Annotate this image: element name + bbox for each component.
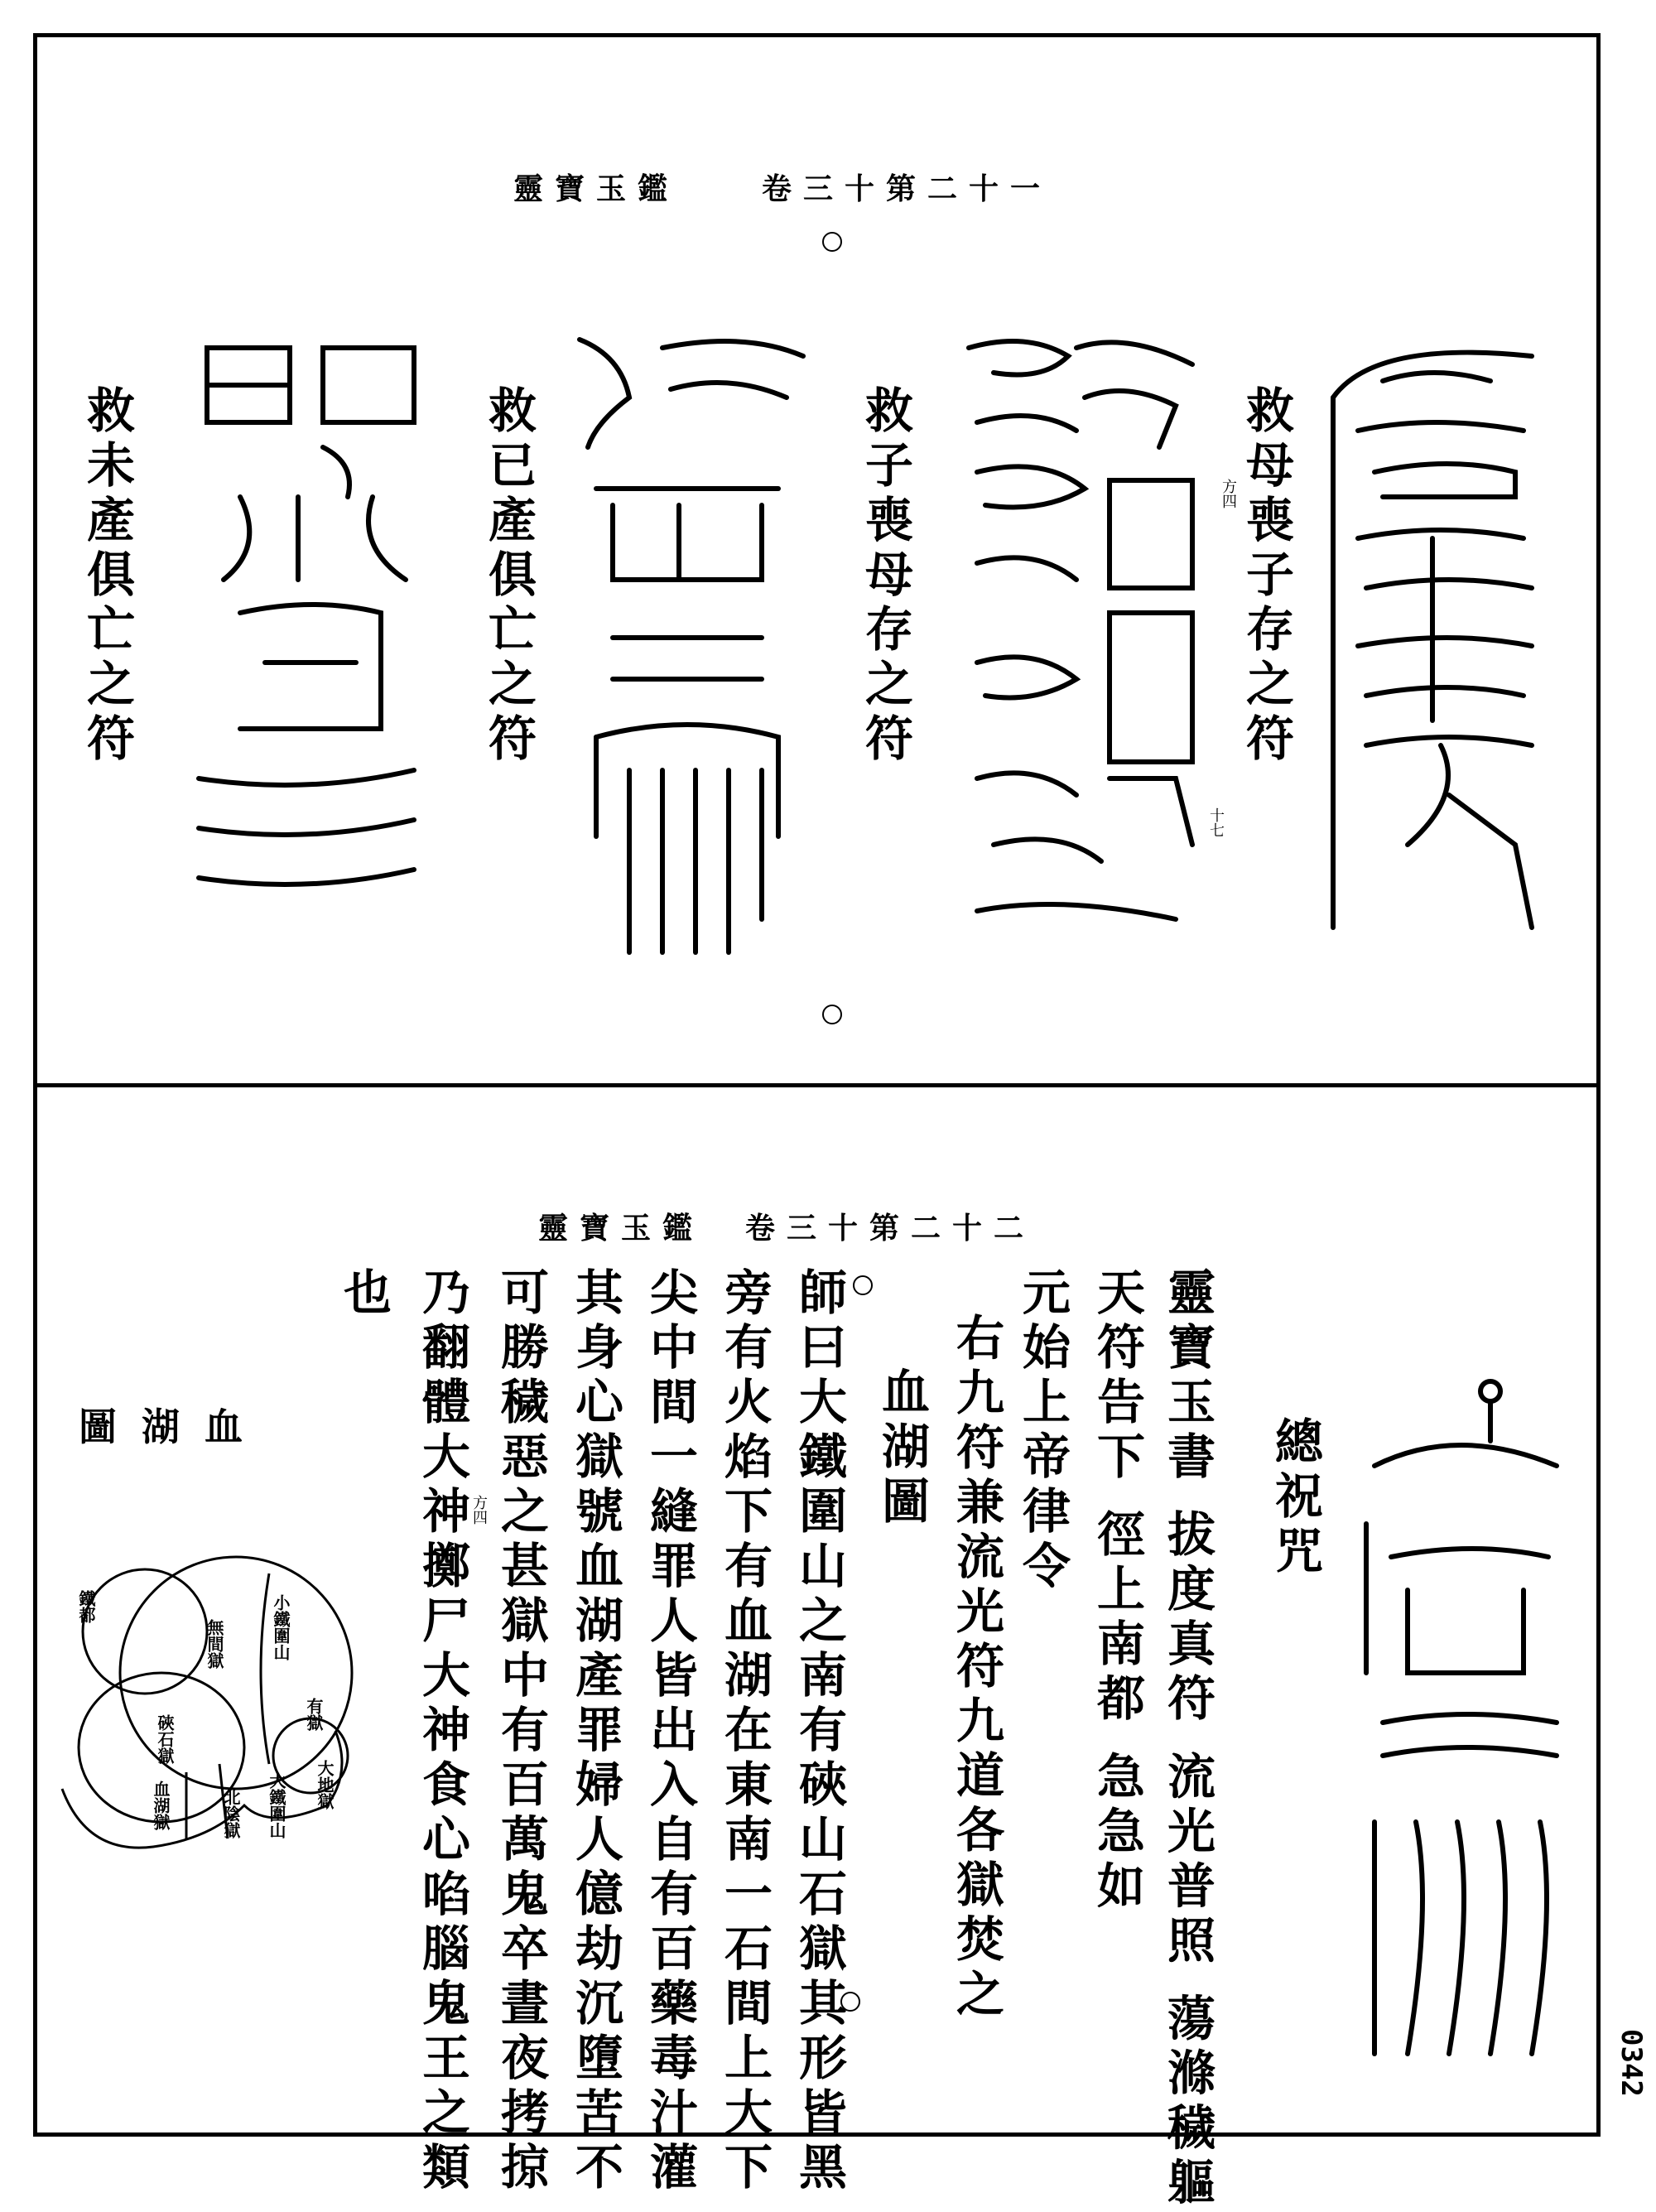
- map-label-6: 血湖獄: [151, 1781, 171, 1830]
- talisman-caption-2: 救子喪母存之符: [857, 385, 913, 768]
- talisman-caption-1: 救母喪子存之符: [1238, 385, 1294, 768]
- text-col-8: 尖中間一縫罪人皆出入自有百藥毒汁灌: [642, 1267, 698, 2196]
- text-col-11: 乃翻體大神擲尸大神食心啗腦鬼王之類: [414, 1267, 470, 2196]
- binding-hole-mid: [822, 1005, 842, 1024]
- text-col-5: 血湖圖: [874, 1366, 930, 1530]
- bottom-header: 靈寶玉鑑 卷三十第二十二: [538, 1211, 1036, 1246]
- text-col-2: 天符告下 徑上南都 急急如: [1089, 1267, 1145, 1916]
- text-col-7: 旁有火焰下有血湖在東南一石間上大下: [716, 1267, 773, 2196]
- invocation-title: 總祝咒: [1267, 1416, 1323, 1580]
- talisman-note-1: 方四: [1220, 479, 1237, 508]
- map-label-2: 無間獄: [205, 1619, 224, 1669]
- text-col-10: 可勝穢惡之甚獄中有百萬鬼卒晝夜拷掠: [493, 1267, 549, 2196]
- talisman-3-image: [563, 323, 811, 969]
- binding-hole-top: [822, 232, 842, 252]
- talisman-note-2: 十七: [1207, 807, 1225, 837]
- text-col-9: 其身心獄號血湖產罪婦人億劫沉墮苦不: [567, 1267, 623, 2196]
- talisman-4-image: [190, 331, 422, 928]
- text-col-4: 右九符兼流光符九道各獄焚之: [948, 1313, 1004, 2023]
- map-label-5: 有獄: [304, 1698, 324, 1731]
- general-talisman-image: [1358, 1375, 1565, 2070]
- side-note: 方四: [470, 1495, 488, 1525]
- map-label-3: 小鐵圍山: [271, 1594, 291, 1660]
- text-col-12: 也: [335, 1267, 392, 1322]
- top-header: 靈寶玉鑑 卷三十第二十一: [513, 171, 1052, 206]
- text-col-6: 師曰大鐵圍山之南有硤山石獄其形皆黑: [791, 1267, 847, 2196]
- binding-hole-low: [853, 1275, 873, 1295]
- map-title: 血湖圖: [79, 1405, 267, 1449]
- text-col-3: 元始上帝律令: [1014, 1267, 1071, 1595]
- text-col-1: 靈寶玉書 拔度真符 流光普照 蕩滌穢軀: [1159, 1267, 1216, 2212]
- talisman-caption-3: 救已產俱亡之符: [480, 385, 537, 768]
- map-label-4: 硤石獄: [155, 1714, 175, 1764]
- map-label-1: 鐵都: [76, 1590, 96, 1623]
- map-label-7: 北陰獄: [221, 1789, 241, 1839]
- talisman-caption-4: 救未產俱亡之符: [79, 385, 135, 768]
- page-number: 0342: [1615, 2029, 1648, 2097]
- talisman-2-image: [960, 315, 1209, 961]
- talisman-1-image: [1325, 331, 1540, 952]
- map-label-8: 大鐵圍山: [267, 1772, 286, 1839]
- map-label-9: 大地獄: [315, 1760, 335, 1810]
- page-divider: [33, 1083, 1601, 1087]
